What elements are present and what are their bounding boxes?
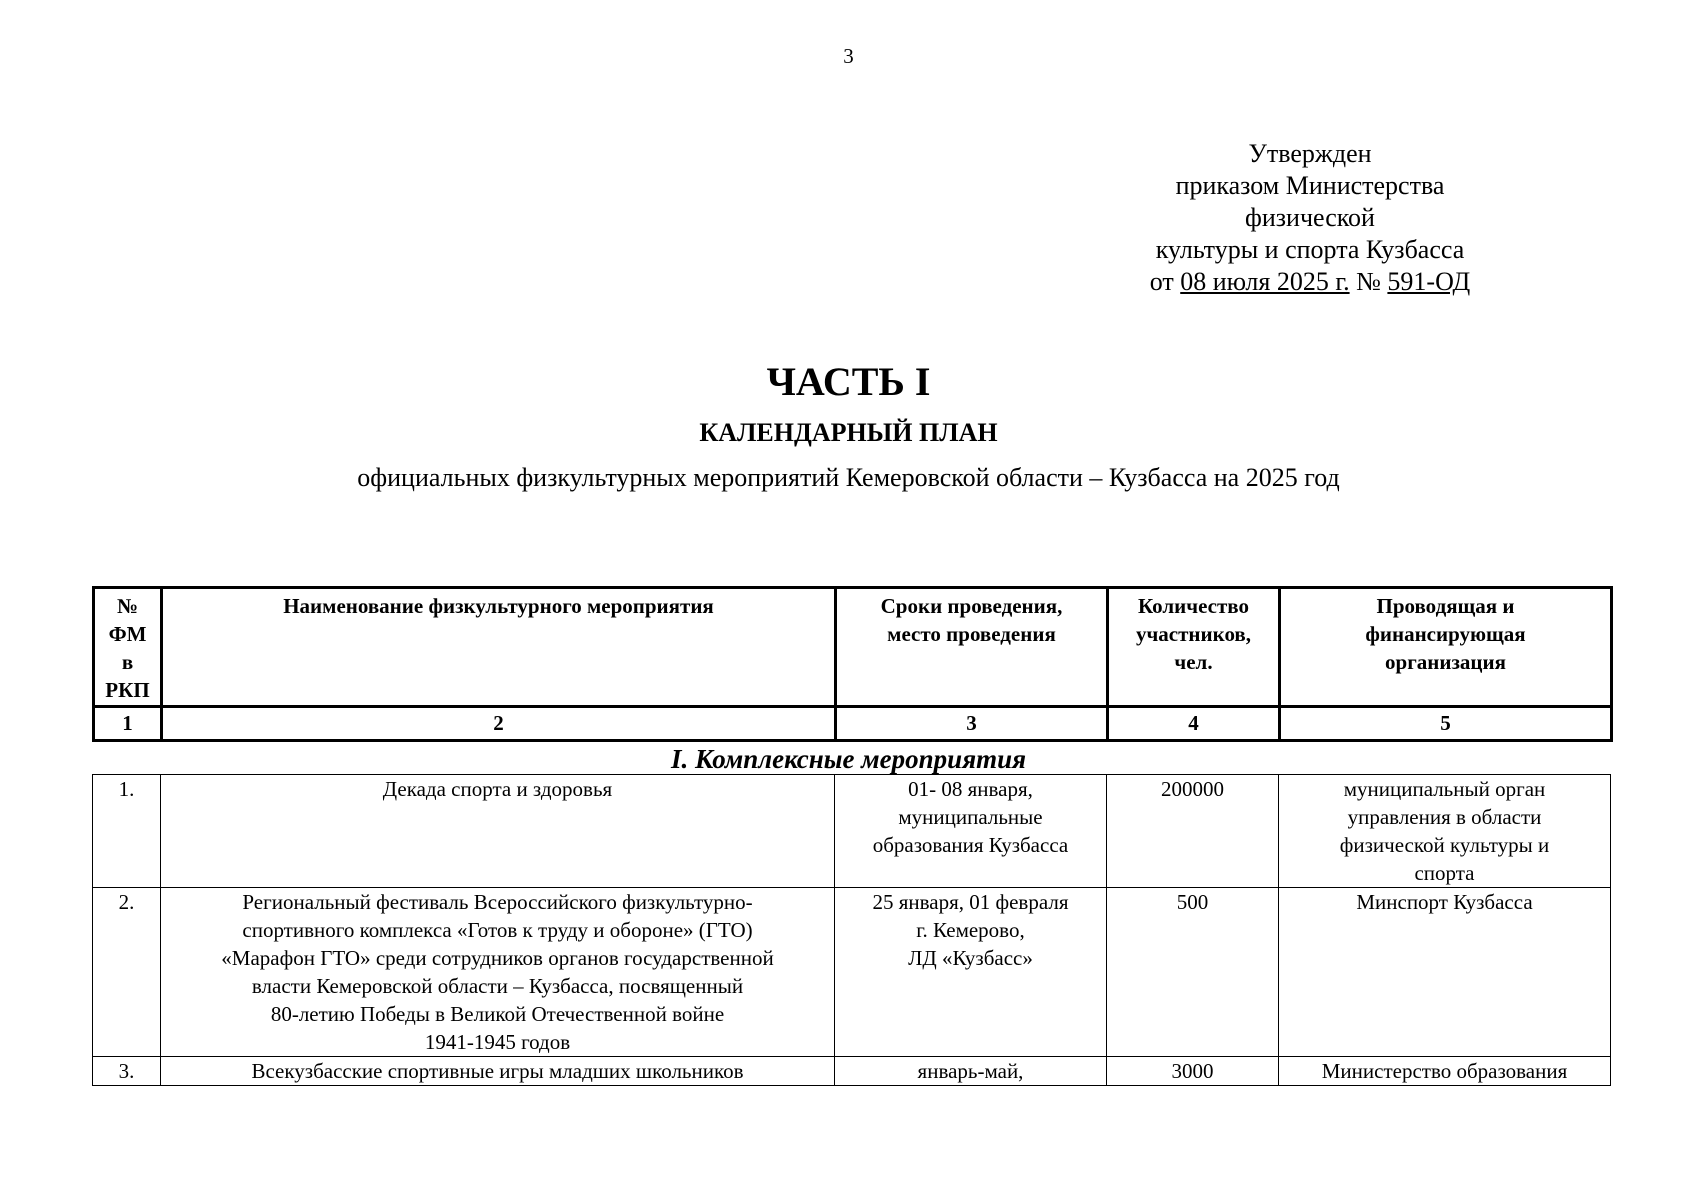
header-cell-num: № ФМ в РКП [94, 588, 162, 707]
event-dates: 01- 08 января, муниципальные образования Кузбасса [835, 775, 1107, 888]
event-participants: 200000 [1107, 775, 1279, 888]
approval-line-4 [1120, 266, 1500, 298]
column-number: 4 [1108, 707, 1280, 741]
plan-subtitle: официальных физкультурных мероприятий Кемеровской области – Кузбасса на 2025 год [357, 463, 1340, 492]
column-number: 2 [162, 707, 836, 741]
table-row [93, 888, 1611, 1057]
event-name: Всекузбасские спортивные игры младших школьников [161, 1057, 835, 1086]
event-name: Региональный фестиваль Всероссийского физкультурно- спортивного комплекса «Готов к труду и обороне» (ГТО) «Марафон ГТО» среди сотрудников органов государственной власти Кемеровской области – Кузбасса, посвященный 80-летию Победы в Великой Отечественной войне 1941-1945 годов [161, 888, 835, 1057]
header-row [94, 588, 1612, 707]
page-number: 3 [843, 44, 854, 68]
event-participants: 3000 [1107, 1057, 1279, 1086]
row-number: 2. [93, 888, 161, 1057]
event-dates: 25 января, 01 февраля г. Кемерово, ЛД «Кузбасс» [835, 888, 1107, 1057]
row-number: 1. [93, 775, 161, 888]
header-cell-name: Наименование физкультурного мероприятия [162, 588, 836, 707]
approval-number-sign: № [1356, 267, 1381, 296]
table-row [93, 1057, 1611, 1086]
approval-date: 08 июля 2025 г. [1180, 267, 1350, 296]
section-title: I. Комплексные мероприятия [670, 744, 1027, 774]
header-cell-dates: Сроки проведения, место проведения [836, 588, 1108, 707]
event-dates: январь-май, [835, 1057, 1107, 1086]
column-number: 5 [1280, 707, 1612, 741]
events-table [92, 774, 1611, 1086]
event-participants: 500 [1107, 888, 1279, 1057]
approval-line-1: Утвержден [1248, 139, 1372, 168]
approval-number: 591-ОД [1387, 267, 1471, 296]
column-number-row [94, 707, 1612, 741]
approval-line-3: культуры и спорта Кузбасса [1155, 235, 1465, 264]
table-row [93, 775, 1611, 888]
column-number: 1 [94, 707, 162, 741]
event-organization: Министерство образования [1279, 1057, 1611, 1086]
table-header [92, 586, 1613, 742]
header-cell-participants: Количество участников, чел. [1108, 588, 1280, 707]
event-name: Декада спорта и здоровья [161, 775, 835, 888]
approval-line-2: приказом Министерства физической [1175, 171, 1445, 232]
plan-title: КАЛЕНДАРНЫЙ ПЛАН [699, 418, 998, 447]
approval-block [1120, 138, 1500, 298]
approval-prefix: от [1149, 267, 1174, 296]
column-number: 3 [836, 707, 1108, 741]
event-organization: муниципальный орган управления в области физической культуры и спорта [1279, 775, 1611, 888]
row-number: 3. [93, 1057, 161, 1086]
part-title: ЧАСТЬ I [766, 359, 931, 404]
header-cell-organization: Проводящая и финансирующая организация [1280, 588, 1612, 707]
event-organization: Минспорт Кузбасса [1279, 888, 1611, 1057]
